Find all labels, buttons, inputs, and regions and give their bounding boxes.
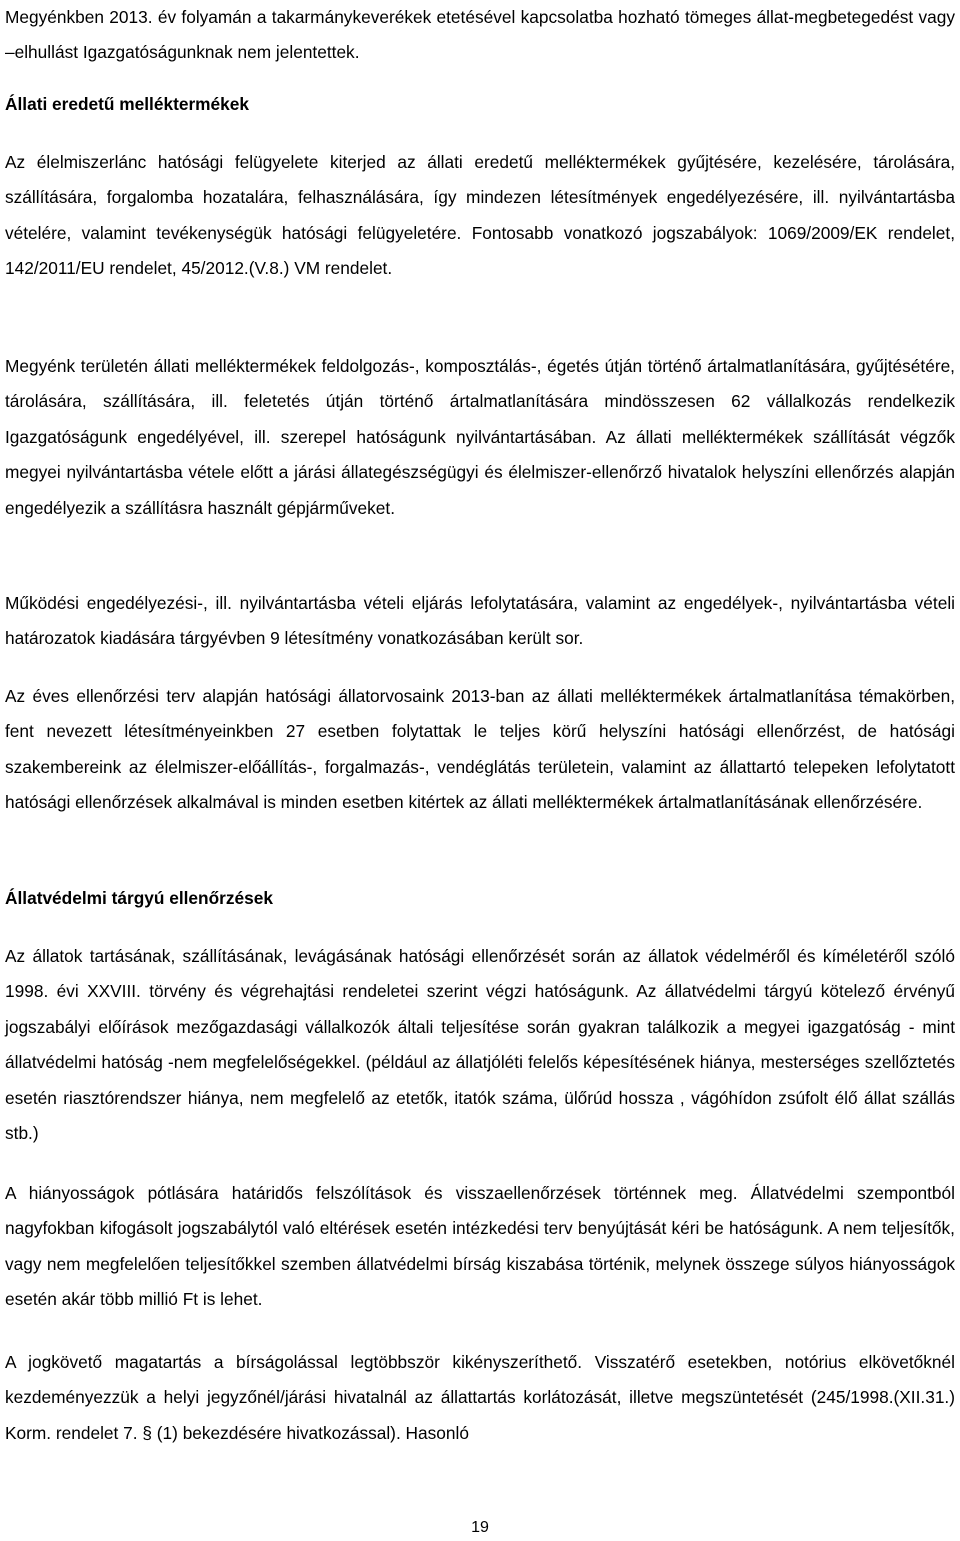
paragraph-annual-inspections: Az éves ellenőrzési terv alapján hatósági állatorvosaink 2013-ban az állati melléktermékek ártalmatlanítása témakörben, fent nevezett létesítményeinkben 27 esetben folytattak le teljes körű helyszíni hatósági ellenőrzést, de hatósági szakembereink az élelmiszer-előállítás-, forgalmazás-, vendéglátás területein, valamint az állattartó telepeken lefolytatott hatósági ellenőrzések alkalmával is minden esetben kitértek az állati melléktermékek ártalmatlanításának ellenőrzésére. (5, 686, 955, 813)
heading-animal-welfare-inspections: Állatvédelmi tárgyú ellenőrzések (5, 888, 273, 908)
paragraph-welfare-supervision: Az állatok tartásának, szállításának, levágásának hatósági ellenőrzését során az állatok védelméről és kíméletéről szóló 1998. évi XXVIII. törvény és végrehajtási rendeletei szerint végzi hatóságunk. Az állatvédelmi tárgyú kötelező érvényű jogszabályi előírások mezőgazdasági vállalkozók általi teljesítése során gyakran találkozik a megyei igazgatóság - mint állatvédelmi hatóság -nem megfelelőségekkel. (például az állatjóléti felelős képesítésének hiánya, mesterséges szellőztetés esetén riasztórendszer hiánya, nem megfelelő az etetők, itatók száma, ülőrúd hossza , vágóhídon zsúfolt élő állat szállás stb.) (5, 946, 955, 1144)
heading-animal-byproducts: Állati eredetű melléktermékek (5, 94, 249, 114)
paragraph-enforcement: A jogkövető magatartás a bírságolással legtöbbször kikényszeríthető. Visszatérő esetekben, notórius elkövetőknél kezdeményezzük a helyi jegyzőnél/járási hivatalnál az állattartás korlátozását, illetve megszüntetését (245/1998.(XII.31.) Korm. rendelet 7. § (1) bekezdésére hivatkozással). Hasonló (5, 1352, 955, 1443)
paragraph-supervision-scope: Az élelmiszerlánc hatósági felügyelete kiterjed az állati eredetű melléktermékek gyűjtésére, kezelésére, tárolására, szállítására, forgalomba hozatalára, felhasználására, így mindezen létesítmények engedélyezésére, ill. nyilvántartásba vételére, valamint tevékenységük hatósági felügyeletére. Fontosabb vonatkozó jogszabályok: 1069/2009/EK rendelet, 142/2011/EU rendelet, 45/2012.(V.8.) VM rendelet. (5, 152, 955, 279)
paragraph-deficiency-remedies: A hiányosságok pótlására határidős felszólítások és visszaellenőrzések történnek meg. Állatvédelmi szempontból nagyfokban kifogásolt jogszabálytól való eltérések esetén intézkedési terv benyújtását kéri be hatóságunk. A nem teljesítők, vagy nem megfelelően teljesítőkkel szemben állatvédelmi bírság kiszabása történik, melynek összege súlyos hiányosságok esetén akár több millió Ft is lehet. (5, 1183, 955, 1310)
page-number: 19 (471, 1519, 489, 1536)
paragraph-county-enterprises: Megyénk területén állati melléktermékek feldolgozás-, komposztálás-, égetés útján történő ártalmatlanítására, gyűjtésétére, tárolására, szállítására, ill. feletetés útján történő ártalmatlanítására mindösszesen 62 vállalkozás rendelkezik Igazgatóságunk engedélyével, ill. szerepel hatóságunk nyilvántartásában. Az állati melléktermékek szállítását végzők megyei nyilvántartásba vétele előtt a járási állategészségügyi és élelmiszer-ellenőrző hivatalok helyszíni ellenőrzés alapján engedélyezik a szállításra használt gépjárműveket. (5, 356, 955, 518)
paragraph-feed-mixtures: Megyénkben 2013. év folyamán a takarmánykeverékek etetésével kapcsolatba hozható tömeges állat-megbetegedést vagy –elhullást Igazgatóságunknak nem jelentettek. (5, 7, 955, 63)
paragraph-licensing-procedures: Működési engedélyezési-, ill. nyilvántartásba vételi eljárás lefolytatására, valamint az engedélyek-, nyilvántartásba vételi határozatok kiadására tárgyévben 9 létesítmény vonatkozásában került sor. (5, 593, 955, 649)
